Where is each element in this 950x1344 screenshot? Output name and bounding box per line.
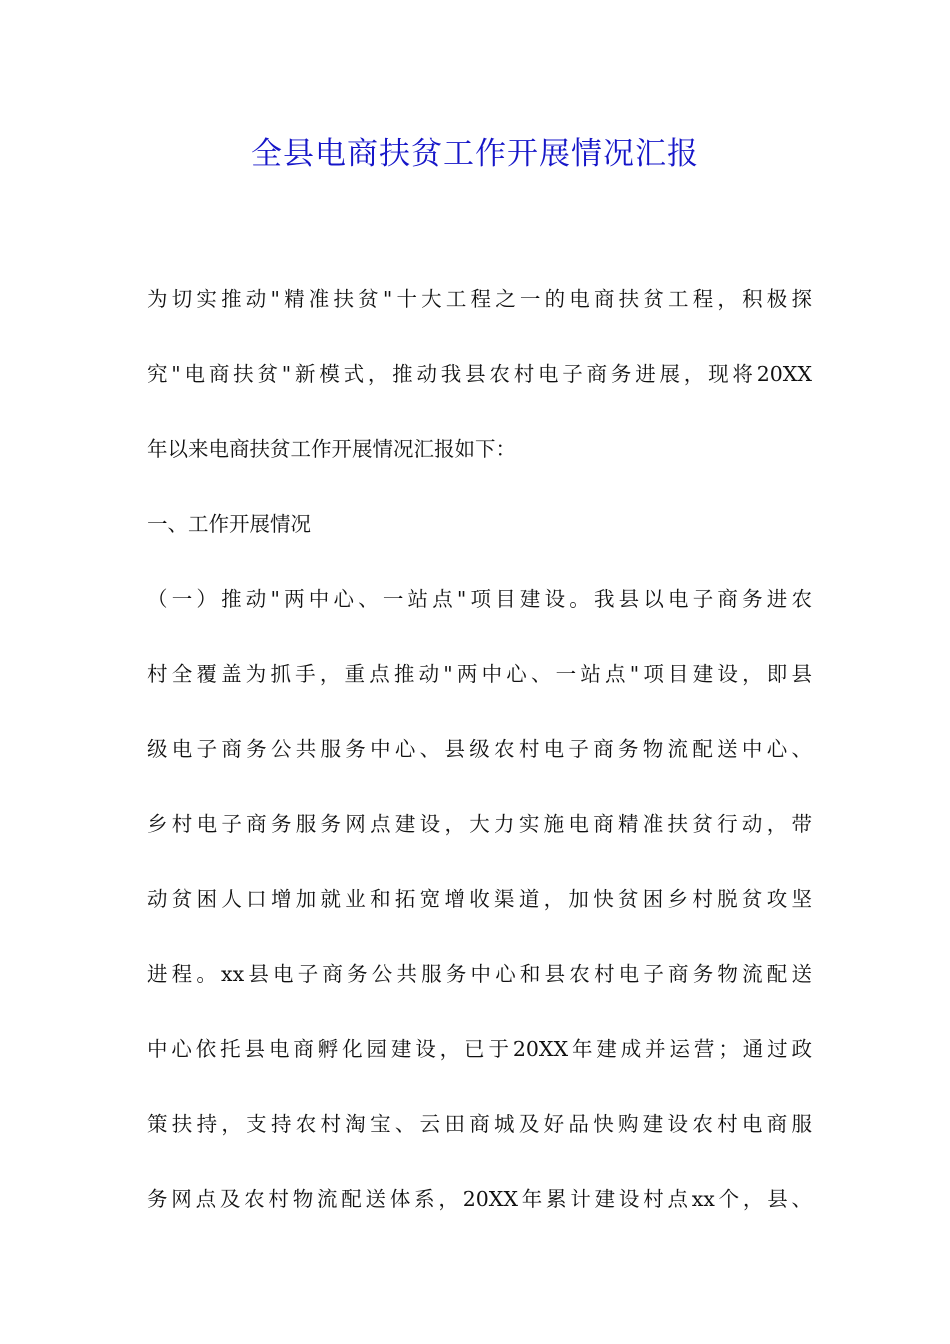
paragraph-line: 进程。xx县电子商务公共服务中心和县农村电子商务物流配送	[147, 962, 812, 986]
paragraph-line: （一）推动"两中心、一站点"项目建设。我县以电子商务进农	[147, 587, 812, 611]
paragraph-line: 动贫困人口增加就业和拓宽增收渠道，加快贫困乡村脱贫攻坚	[147, 887, 812, 911]
paragraph-line: 为切实推动"精准扶贫"十大工程之一的电商扶贫工程，积极探	[147, 287, 812, 311]
paragraph-line: 务网点及农村物流配送体系，20XX年累计建设村点xx个，县、	[147, 1187, 812, 1211]
paragraph-line: 年以来电商扶贫工作开展情况汇报如下：	[147, 437, 516, 461]
paragraph-line: 村全覆盖为抓手，重点推动"两中心、一站点"项目建设，即县	[147, 662, 812, 686]
paragraph-line: 乡村电子商务服务网点建设，大力实施电商精准扶贫行动，带	[147, 812, 812, 836]
paragraph-line: 级电子商务公共服务中心、县级农村电子商务物流配送中心、	[147, 737, 812, 761]
section-heading: 一、工作开展情况	[147, 512, 311, 536]
paragraph-line: 策扶持，支持农村淘宝、云田商城及好品快购建设农村电商服	[147, 1112, 812, 1136]
document-title: 全县电商扶贫工作开展情况汇报	[251, 136, 699, 172]
document-body	[147, 262, 812, 1237]
paragraph-line: 中心依托县电商孵化园建设，已于20XX年建成并运营；通过政	[147, 1037, 812, 1061]
paragraph-line: 究"电商扶贫"新模式，推动我县农村电子商务进展，现将20XX	[147, 362, 812, 386]
